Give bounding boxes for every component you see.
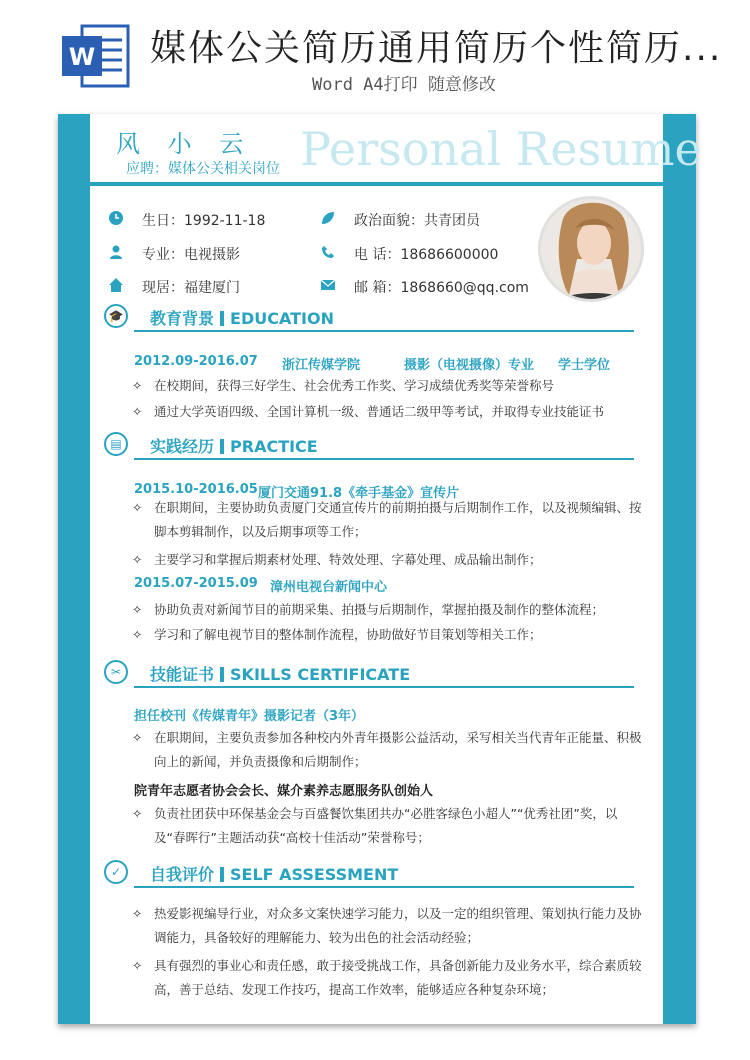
leaf-icon xyxy=(320,210,336,226)
list-item: ✧ 在校期间，获得三好学生、社会优秀工作奖、学习成绩优秀奖等荣誉称号 xyxy=(132,378,555,393)
practice-title-en: PRACTICE xyxy=(230,437,318,456)
assessment-title-cn: 自我评价 xyxy=(150,865,215,884)
skills-item1-title: 担任校刊《传媒青年》摄影记者（3年） xyxy=(134,709,365,724)
profile-photo xyxy=(538,196,644,302)
info-phone: 电 话：18686600000 xyxy=(354,244,498,264)
education-title-en: EDUCATION xyxy=(230,309,334,328)
home-icon xyxy=(108,277,124,293)
list-item: ✧ 主要学习和掌握后期素材处理、特效处理、字幕处理、成品输出制作； xyxy=(132,552,542,567)
list-item: ✧ 在职期间，主要负责参加各种校内外青年摄影公益活动，采写相关当代青年正能量、积极向上的新闻，并负责摄像和后期制作； xyxy=(132,730,642,769)
resume-frame xyxy=(58,114,702,1024)
list-item: ✧ 具有强烈的事业心和责任感，敢于接受挑战工作，具备创新能力及业务水平，综合素质较高，善于总结、发现工作技巧，提高工作效率，能够适应各种复杂环境； xyxy=(132,958,642,997)
info-email: 邮 箱：1868660@qq.com xyxy=(354,277,529,297)
clock-icon xyxy=(108,210,124,226)
education-period: 2012.09-2016.07 xyxy=(134,354,258,369)
list-item: ✧ 学习和了解电视节目的整体制作流程，协助做好节目策划等相关工作； xyxy=(132,627,542,642)
tools-icon: ✂ xyxy=(104,660,128,684)
graduation-cap-icon: 🎓 xyxy=(104,304,128,328)
watermark-text: Personal Resume xyxy=(300,122,702,176)
section-education-header xyxy=(104,304,634,334)
document-title: 媒体公关简历通用简历个性简历... xyxy=(150,28,723,69)
list-item: ✧ 热爱影视编导行业，对众多文案快速学习能力，以及一定的组织管理、策划执行能力及协调能力，具备较好的理解能力、较为出色的社会活动经验； xyxy=(132,906,642,945)
info-politics: 政治面貌：共青团员 xyxy=(354,210,480,230)
top-banner xyxy=(0,0,750,110)
practice-job1-name: 厦门交通91.8《牵手基金》宣传片 xyxy=(258,486,460,501)
practice-title-cn: 实践经历 xyxy=(150,437,215,456)
candidate-name: 风 小 云 xyxy=(116,130,254,158)
section-assessment-header xyxy=(104,860,634,890)
section-skills-header xyxy=(104,660,634,690)
document-icon: ▤ xyxy=(104,432,128,456)
applied-position: 应聘：媒体公关相关岗位 xyxy=(126,161,280,177)
phone-icon xyxy=(320,244,336,260)
education-title-cn: 教育背景 xyxy=(150,309,215,328)
assessment-title-en: SELF ASSESSMENT xyxy=(230,865,399,884)
list-item: ✧ 负责社团获中环保基金会与百盛餐饮集团共办“必胜客绿色小超人”“优秀社团”奖，以及“春晖行”主题活动获“高校十佳活动”荣誉称号； xyxy=(132,806,618,845)
checkmark-icon: ✓ xyxy=(104,860,128,884)
resume-paper xyxy=(90,114,702,1024)
resume-header xyxy=(90,114,702,186)
list-item: ✧ 通过大学英语四级、全国计算机一级、普通话二级甲等考试，并取得专业技能证书 xyxy=(132,404,605,419)
word-icon xyxy=(60,22,132,90)
list-item: ✧ 协助负责对新闻节目的前期采集、拍摄与后期制作，掌握拍摄及制作的整体流程； xyxy=(132,602,605,617)
info-major: 专业：电视摄影 xyxy=(142,244,240,264)
practice-job2-period: 2015.07-2015.09 xyxy=(134,576,258,591)
education-degree: 学士学位 xyxy=(558,358,611,373)
svg-text:W: W xyxy=(68,43,96,71)
list-item: ✧ 在职期间，主要协助负责厦门交通宣传片的前期拍摄与后期制作工作，以及视频编辑、按脚本剪辑制作，以及后期事项等工作； xyxy=(132,500,642,539)
education-school: 浙江传媒学院 xyxy=(282,358,361,373)
info-birth: 生日：1992-11-18 xyxy=(142,210,265,230)
skills-title-en: SKILLS CERTIFICATE xyxy=(230,665,411,684)
skills-item2-title: 院青年志愿者协会会长、媒介素养志愿服务队创始人 xyxy=(134,784,434,799)
person-icon xyxy=(108,244,124,260)
practice-job2-name: 漳州电视台新闻中心 xyxy=(270,580,388,595)
section-practice-header xyxy=(104,432,634,462)
practice-job1-period: 2015.10-2016.05 xyxy=(134,482,258,497)
education-major: 摄影（电视摄像）专业 xyxy=(404,358,535,373)
info-address: 现居：福建厦门 xyxy=(142,277,240,297)
skills-title-cn: 技能证书 xyxy=(150,665,215,684)
mail-icon xyxy=(320,277,336,293)
document-subtitle: Word A4打印 随意修改 xyxy=(312,75,496,95)
